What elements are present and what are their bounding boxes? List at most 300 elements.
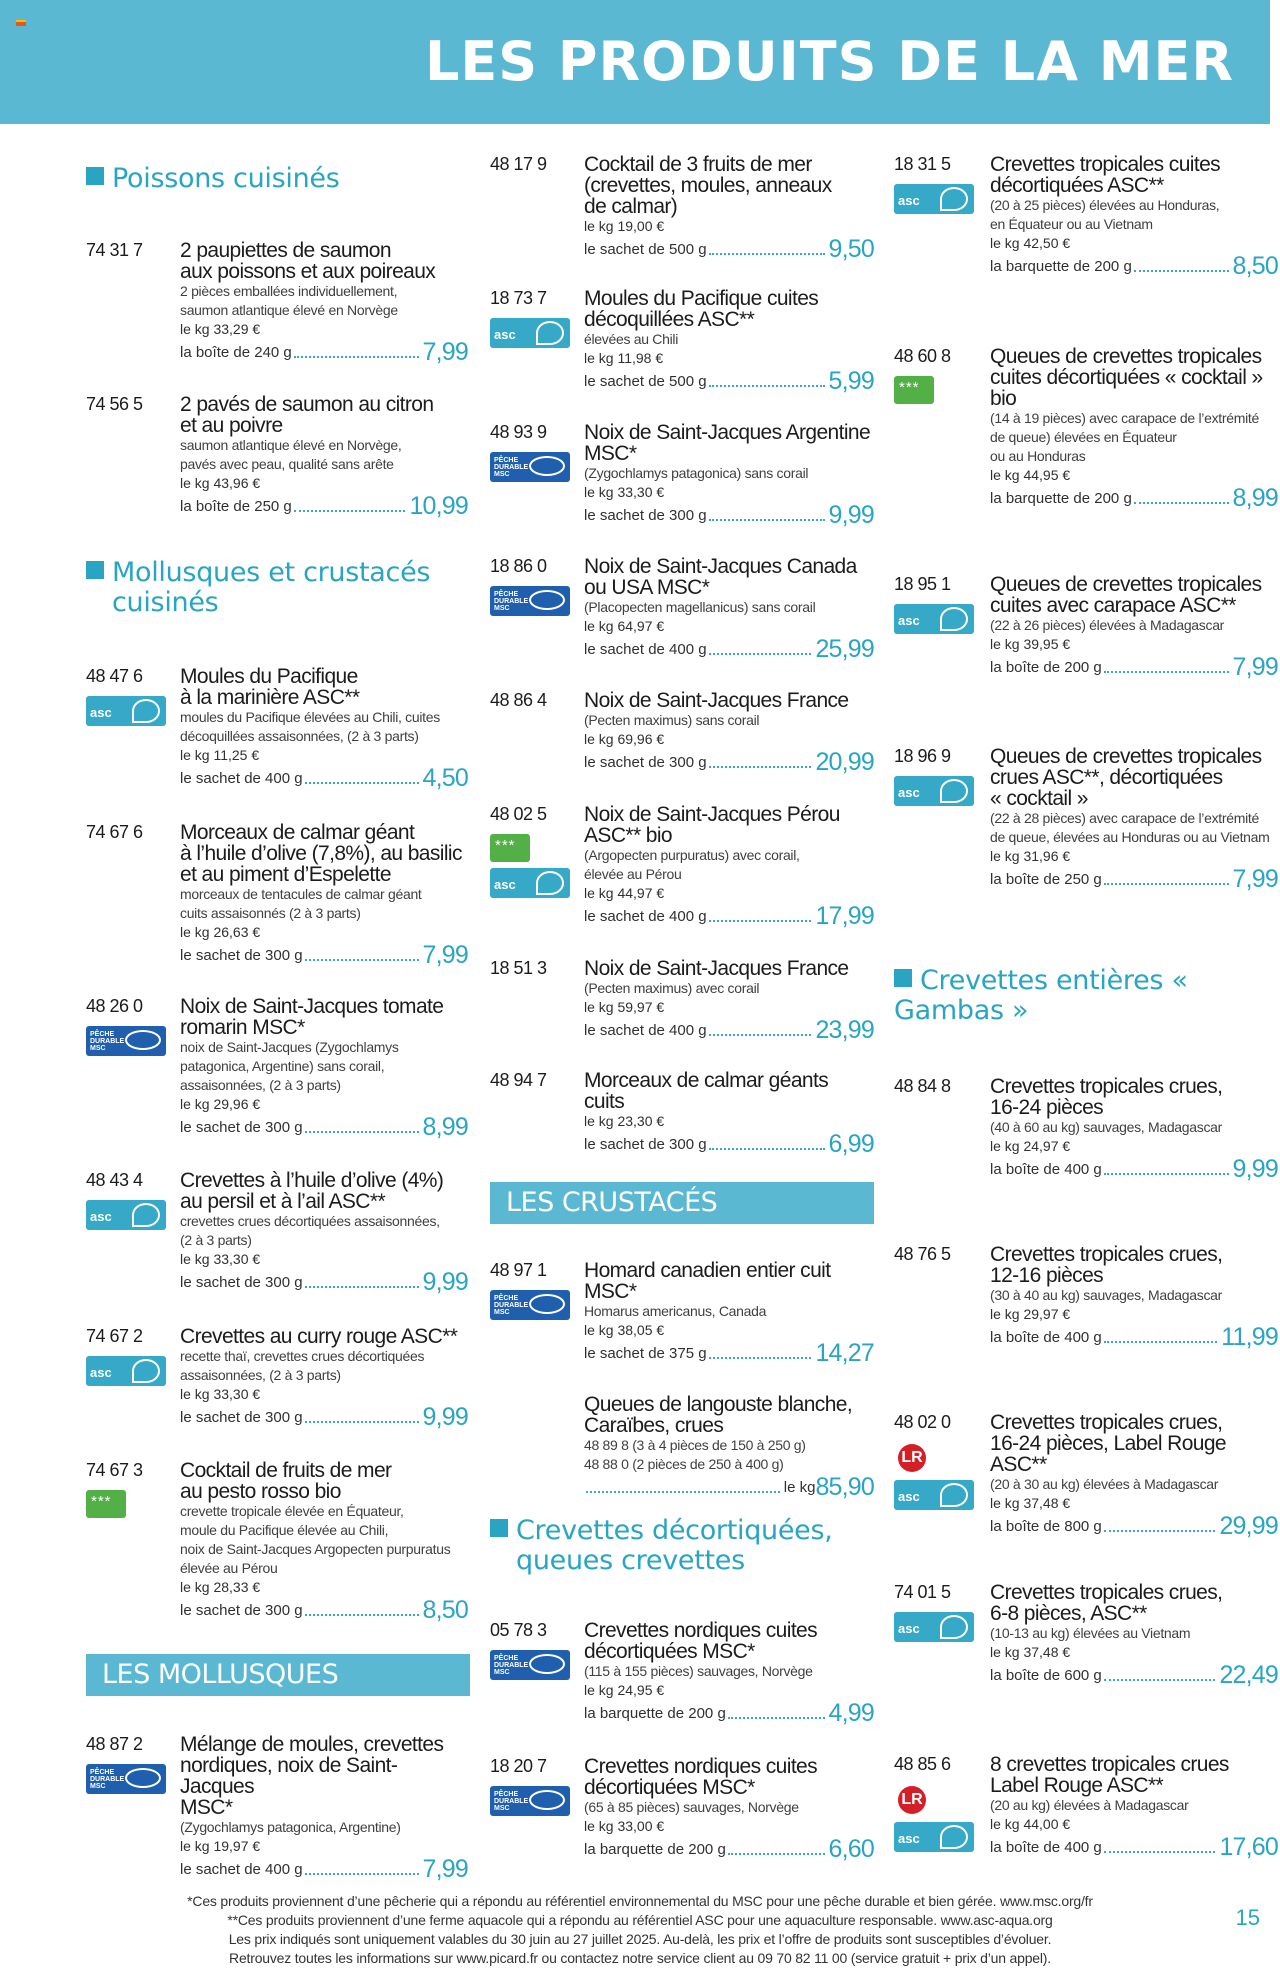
product-code: 48 02 0 <box>894 1412 951 1432</box>
package-size: la boîte de 400 g <box>990 1839 1102 1856</box>
product-details <box>990 1412 1278 1538</box>
product-description: assaisonnées, (2 à 3 parts) <box>180 1367 341 1383</box>
label-badges <box>86 1026 166 1056</box>
product-title: Crevettes à l’huile d’olive (4%) <box>180 1169 444 1192</box>
product-details <box>180 240 468 364</box>
product-title: Queues de crevettes tropicales <box>990 573 1262 596</box>
lr-label-icon: LR <box>894 1784 934 1816</box>
dot-leader <box>709 1148 825 1150</box>
asc-label-icon: asc <box>490 868 570 898</box>
dot-leader <box>305 1614 419 1616</box>
price-line <box>584 1837 874 1861</box>
asc-label-icon: asc <box>894 1612 974 1642</box>
label-badges <box>490 834 570 898</box>
product-description: élevée au Pérou <box>584 866 682 882</box>
product-title: crues ASC**, décortiquées <box>990 766 1223 789</box>
product-details <box>584 958 874 1042</box>
price-per-kg: le kg 42,50 € <box>990 235 1071 251</box>
dot-leader <box>1134 270 1229 272</box>
product-description: (Zygochlamys patagonica) sans corail <box>584 465 809 481</box>
package-size: la boîte de 200 g <box>990 659 1102 676</box>
price-per-kg: le kg 33,30 € <box>180 1251 261 1267</box>
product-title: ou USA MSC* <box>584 576 710 599</box>
product-title: 12-16 pièces <box>990 1264 1104 1287</box>
dot-leader <box>1104 1530 1216 1532</box>
price-line <box>584 1475 874 1499</box>
product-price: 23,99 <box>815 1016 874 1044</box>
product-title: Crevettes tropicales crues, <box>990 1075 1223 1098</box>
product-code: 18 73 7 <box>490 288 547 308</box>
product-price: 7,99 <box>422 941 468 969</box>
label-badges <box>894 1442 974 1510</box>
dot-leader <box>305 1873 419 1875</box>
product-details <box>180 1326 468 1429</box>
asc-label-icon: asc <box>86 1200 166 1230</box>
product-description: 2 pièces emballées individuellement, <box>180 283 398 299</box>
product-title: Mélange de moules, crevettes <box>180 1733 444 1756</box>
price-per-kg: le kg 31,96 € <box>990 848 1071 864</box>
package-size: le sachet de 300 g <box>180 1409 303 1426</box>
product-title: Noix de Saint-Jacques Canada <box>584 555 857 578</box>
product-details <box>180 1460 468 1622</box>
product-code: 48 47 6 <box>86 666 143 686</box>
msc-label-icon: PÊCHE DURABLE MSC <box>490 452 570 482</box>
asc-label-icon: asc <box>894 1480 974 1510</box>
product-title: 16-24 pièces, Label Rouge ASC** <box>990 1432 1227 1476</box>
price-per-kg: le kg 38,05 € <box>584 1322 665 1338</box>
price-line <box>180 1405 468 1429</box>
price-per-kg: le kg 33,30 € <box>584 484 665 500</box>
product-price: 7,99 <box>422 1855 468 1883</box>
product-details <box>180 1170 468 1294</box>
product-details <box>990 746 1278 891</box>
product-code: 18 20 7 <box>490 1756 547 1776</box>
product-details <box>180 394 468 518</box>
product-title: cuites avec carapace ASC** <box>990 594 1236 617</box>
product-code: 48 84 8 <box>894 1076 951 1096</box>
product-title: et au poivre <box>180 414 283 437</box>
package-size: le kg <box>783 1479 816 1496</box>
product-title: 8 crevettes tropicales crues <box>990 1753 1229 1776</box>
bio-label-icon: *** <box>894 376 934 404</box>
product-title: Queues de crevettes tropicales <box>990 345 1262 368</box>
asc-label-icon: asc <box>86 696 166 726</box>
price-line <box>990 1663 1278 1687</box>
price-per-kg: le kg 44,97 € <box>584 885 665 901</box>
footer-line: *Ces produits proviennent d’une pêcherie qui a répondu au référentiel environnemental du MSC pour une pêche durable et bien gérée. www.msc.org/fr <box>187 1893 1093 1909</box>
product-description: noix de Saint-Jacques Argopecten purpuratus <box>180 1541 451 1557</box>
dot-leader <box>1104 1341 1218 1343</box>
footer-line: **Ces produits proviennent d’une ferme aquacole qui a répondu au référentiel ASC pour une aquaculture responsable. www.asc-aqua.org <box>227 1912 1053 1928</box>
label-badges <box>894 604 974 634</box>
product-description: crevette tropicale élevée en Équateur, <box>180 1503 404 1519</box>
product-code: 48 60 8 <box>894 346 951 366</box>
product-details <box>990 1076 1278 1181</box>
footer-notes <box>0 1892 1280 1968</box>
product-title: Crevettes tropicales crues, <box>990 1411 1223 1434</box>
product-description: (Zygochlamys patagonica, Argentine) <box>180 1819 401 1835</box>
price-line <box>990 1325 1278 1349</box>
price-per-kg: le kg 59,97 € <box>584 999 665 1015</box>
price-line <box>990 1514 1278 1538</box>
product-price: 85,90 <box>815 1473 874 1501</box>
asc-label-icon: asc <box>894 604 974 634</box>
product-code: 48 43 4 <box>86 1170 143 1190</box>
product-price: 9,99 <box>828 501 874 529</box>
msc-label-icon: PÊCHE DURABLE MSC <box>86 1026 166 1056</box>
bio-label-icon: *** <box>86 1490 126 1518</box>
section-crevettes-gambas: Crevettes entières « Gambas » <box>894 965 1188 1026</box>
product-title: Cocktail de 3 fruits de mer <box>584 153 812 176</box>
product-description: (2 à 3 parts) <box>180 1232 252 1248</box>
product-details <box>584 154 874 261</box>
product-code: 48 93 9 <box>490 422 547 442</box>
product-details <box>990 1754 1278 1859</box>
dot-leader <box>305 782 419 784</box>
product-price: 25,99 <box>815 635 874 663</box>
product-details <box>180 996 468 1139</box>
page-title: LES PRODUITS DE LA MER <box>424 30 1234 93</box>
product-code: 74 01 5 <box>894 1582 951 1602</box>
product-price: 8,99 <box>1232 484 1278 512</box>
dot-leader <box>709 920 812 922</box>
label-badges <box>86 1490 126 1518</box>
product-code: 48 85 6 <box>894 1754 951 1774</box>
product-price: 8,50 <box>1232 252 1278 280</box>
package-size: le sachet de 400 g <box>584 641 707 658</box>
product-title: Morceaux de calmar géant <box>180 821 415 844</box>
product-description: patagonica, Argentine) sans corail, <box>180 1058 385 1074</box>
price-line <box>990 1157 1278 1181</box>
label-badges <box>86 696 166 726</box>
product-description: (Argopecten purpuratus) avec corail, <box>584 847 800 863</box>
product-title: Noix de Saint-Jacques Argentine <box>584 421 871 444</box>
package-size: le sachet de 300 g <box>180 1602 303 1619</box>
product-code: 74 67 3 <box>86 1460 143 1480</box>
dot-leader <box>305 1131 419 1133</box>
product-title: romarin MSC* <box>180 1016 305 1039</box>
product-title: Morceaux de calmar géants <box>584 1069 829 1092</box>
product-price: 9,99 <box>422 1268 468 1296</box>
product-price: 7,99 <box>1232 865 1278 893</box>
package-size: la boîte de 800 g <box>990 1518 1102 1535</box>
product-code: 74 56 5 <box>86 394 143 414</box>
price-per-kg: le kg 37,48 € <box>990 1495 1071 1511</box>
price-per-kg: le kg 19,97 € <box>180 1838 261 1854</box>
price-per-kg: le kg 69,96 € <box>584 731 665 747</box>
price-line <box>990 655 1278 679</box>
dot-leader <box>728 1853 825 1855</box>
price-line <box>180 1270 468 1294</box>
product-title: Noix de Saint-Jacques France <box>584 957 849 980</box>
dot-leader <box>1104 1851 1216 1853</box>
product-details <box>990 1582 1278 1687</box>
dot-leader <box>1104 1173 1229 1175</box>
package-size: le sachet de 500 g <box>584 241 707 258</box>
product-title: décortiquées MSC* <box>584 1640 755 1663</box>
product-description: assaisonnées, (2 à 3 parts) <box>180 1077 341 1093</box>
product-description: noix de Saint-Jacques (Zygochlamys <box>180 1039 399 1055</box>
product-price: 7,99 <box>422 338 468 366</box>
product-price: 14,27 <box>815 1339 874 1367</box>
product-title: décortiquées MSC* <box>584 1776 755 1799</box>
product-price: 22,49 <box>1219 1661 1278 1689</box>
price-per-kg: le kg 11,25 € <box>180 747 260 763</box>
package-size: le sachet de 300 g <box>584 507 707 524</box>
product-description: (Pecten maximus) avec corail <box>584 980 760 996</box>
price-line <box>584 1701 874 1725</box>
page-number: 15 <box>1235 1905 1260 1930</box>
product-description: Homarus americanus, Canada <box>584 1303 767 1319</box>
price-per-kg: le kg 33,00 € <box>584 1818 665 1834</box>
product-description: (40 à 60 au kg) sauvages, Madagascar <box>990 1119 1223 1135</box>
product-price: 4,99 <box>828 1699 874 1727</box>
label-badges <box>490 452 570 482</box>
dot-leader <box>728 1717 825 1719</box>
product-title: Crevettes tropicales cuites <box>990 153 1221 176</box>
label-badges <box>894 184 974 214</box>
product-code: 48 26 0 <box>86 996 143 1016</box>
product-description: élevées au Chili <box>584 331 679 347</box>
product-title: Crevettes tropicales crues, <box>990 1243 1223 1266</box>
product-description: de queue) élevées en Équateur <box>990 429 1177 445</box>
asc-label-icon: asc <box>490 318 570 348</box>
product-details <box>990 574 1278 679</box>
product-code: 18 96 9 <box>894 746 951 766</box>
page-header <box>0 0 1270 124</box>
package-size: la boîte de 250 g <box>180 498 292 515</box>
label-badges <box>490 318 570 348</box>
package-size: la boîte de 400 g <box>990 1329 1102 1346</box>
msc-label-icon: PÊCHE DURABLE MSC <box>490 1290 570 1320</box>
product-description: saumon atlantique élevé en Norvège, <box>180 437 402 453</box>
price-per-kg: le kg 24,97 € <box>990 1138 1071 1154</box>
price-per-kg: le kg 23,30 € <box>584 1113 665 1129</box>
package-size: la boîte de 250 g <box>990 871 1102 888</box>
product-title: à l’huile d’olive (7,8%), au basilic <box>180 842 462 865</box>
price-line <box>180 1857 468 1881</box>
product-description: (10-13 au kg) élevées au Vietnam <box>990 1625 1191 1641</box>
price-per-kg: le kg 39,95 € <box>990 636 1071 652</box>
price-line <box>584 1341 874 1365</box>
product-code: 48 86 4 <box>490 690 547 710</box>
section-crevettes-decortiquees: Crevettes décortiquées, queues crevettes <box>490 1516 833 1576</box>
product-description: (Pecten maximus) sans corail <box>584 712 760 728</box>
product-title: Queues de langouste blanche, <box>584 1393 853 1416</box>
product-description: 48 88 0 (2 pièces de 250 à 400 g) <box>584 1456 784 1472</box>
label-badges <box>490 1650 570 1680</box>
price-per-kg: le kg 64,97 € <box>584 618 665 634</box>
product-description: élevée au Pérou <box>180 1560 278 1576</box>
product-price: 29,99 <box>1219 1512 1278 1540</box>
package-size: le sachet de 300 g <box>180 947 303 964</box>
product-code: 48 87 2 <box>86 1734 143 1754</box>
product-code: 74 67 2 <box>86 1326 143 1346</box>
price-line <box>584 750 874 774</box>
dot-leader <box>1104 883 1229 885</box>
product-details <box>990 346 1278 510</box>
package-size: la boîte de 600 g <box>990 1667 1102 1684</box>
product-price: 20,99 <box>815 748 874 776</box>
flag-icon <box>16 20 26 26</box>
footer-line: Les prix indiqués sont uniquement valables du 30 juin au 27 juillet 2025. Au-delà, les prix et l’offre de produits sont susceptibles d’évoluer. <box>228 1931 1052 1947</box>
product-price: 9,99 <box>1232 1155 1278 1183</box>
product-description: (20 au kg) élevées à Madagascar <box>990 1797 1189 1813</box>
product-details <box>584 288 874 393</box>
product-description: cuits assaisonnés (2 à 3 parts) <box>180 905 361 921</box>
price-per-kg: le kg 29,96 € <box>180 1096 261 1112</box>
product-details <box>990 154 1278 278</box>
price-line <box>180 766 468 790</box>
dot-leader <box>305 1286 419 1288</box>
band-les-crustaces: LES CRUSTACÉS <box>490 1182 874 1224</box>
product-price: 10,99 <box>409 492 468 520</box>
price-line <box>990 867 1278 891</box>
product-code: 48 02 5 <box>490 804 547 824</box>
product-title: bio <box>990 387 1017 410</box>
product-title: cuits <box>584 1090 625 1113</box>
product-price: 9,50 <box>828 235 874 263</box>
product-details <box>990 1244 1278 1349</box>
product-price: 7,99 <box>1232 653 1278 681</box>
product-title: aux poissons et aux poireaux <box>180 260 436 283</box>
product-title: Label Rouge ASC** <box>990 1774 1164 1797</box>
label-badges <box>894 776 974 806</box>
product-details <box>584 1620 874 1725</box>
dot-leader <box>1104 1679 1216 1681</box>
product-title: à la marinière ASC** <box>180 686 360 709</box>
msc-label-icon: PÊCHE DURABLE MSC <box>490 1786 570 1816</box>
dot-leader <box>709 1357 812 1359</box>
price-line <box>990 1835 1278 1859</box>
product-title: cuites décortiquées « cocktail » <box>990 366 1263 389</box>
product-title: au pesto rosso bio <box>180 1480 341 1503</box>
product-title: Queues de crevettes tropicales <box>990 745 1262 768</box>
product-price: 17,60 <box>1219 1833 1278 1861</box>
dot-leader <box>709 653 812 655</box>
product-description: (22 à 28 pièces) avec carapace de l’extrémité <box>990 810 1259 826</box>
product-price: 17,99 <box>815 902 874 930</box>
price-per-kg: le kg 11,98 € <box>584 350 664 366</box>
product-code: 48 94 7 <box>490 1070 547 1090</box>
product-description: crevettes crues décortiquées assaisonnées, <box>180 1213 440 1229</box>
price-per-kg: le kg 24,95 € <box>584 1682 665 1698</box>
product-code: 48 97 1 <box>490 1260 547 1280</box>
product-price: 9,99 <box>422 1403 468 1431</box>
product-details <box>584 804 874 928</box>
footer-line: Retrouvez toutes les informations sur www.picard.fr ou contactez notre service client au 09 70 82 11 00 (service gratuit + prix d’un appel). <box>229 1950 1051 1966</box>
band-les-mollusques: LES MOLLUSQUES <box>86 1654 470 1696</box>
price-line <box>584 369 874 393</box>
price-line <box>584 1132 874 1156</box>
price-line <box>990 486 1278 510</box>
product-description: (Placopecten magellanicus) sans corail <box>584 599 816 615</box>
package-size: la barquette de 200 g <box>584 1705 726 1722</box>
product-description: (115 à 155 pièces) sauvages, Norvège <box>584 1663 813 1679</box>
product-price: 8,50 <box>422 1596 468 1624</box>
msc-label-icon: PÊCHE DURABLE MSC <box>490 1650 570 1680</box>
product-title: Crevettes nordiques cuites <box>584 1755 818 1778</box>
label-badges <box>86 1764 166 1794</box>
product-title: 2 pavés de saumon au citron <box>180 393 434 416</box>
product-title: ASC** bio <box>584 824 672 847</box>
product-title: Caraïbes, crues <box>584 1414 724 1437</box>
product-price: 8,99 <box>422 1113 468 1141</box>
product-code: 18 31 5 <box>894 154 951 174</box>
msc-label-icon: PÊCHE DURABLE MSC <box>490 586 570 616</box>
product-title: Crevettes tropicales crues, <box>990 1581 1223 1604</box>
product-price: 6,60 <box>828 1835 874 1863</box>
price-per-kg: le kg 19,00 € <box>584 218 665 234</box>
product-details <box>584 690 874 774</box>
product-title: Moules du Pacifique <box>180 665 358 688</box>
price-per-kg: le kg 26,63 € <box>180 924 261 940</box>
product-title: et au piment d’Espelette <box>180 863 391 886</box>
dot-leader <box>1134 502 1229 504</box>
price-line <box>584 1018 874 1042</box>
product-details <box>584 1260 874 1365</box>
product-title: 6-8 pièces, ASC** <box>990 1602 1147 1625</box>
package-size: la boîte de 240 g <box>180 344 292 361</box>
msc-label-icon: PÊCHE DURABLE MSC <box>86 1764 166 1794</box>
price-line <box>180 1598 468 1622</box>
lr-label-icon: LR <box>894 1442 934 1474</box>
label-badges <box>86 1356 166 1386</box>
product-description: moule du Pacifique élevée au Chili, <box>180 1522 389 1538</box>
dot-leader <box>305 959 419 961</box>
dot-leader <box>709 385 825 387</box>
product-details <box>584 1070 874 1156</box>
product-description: (30 à 40 au kg) sauvages, Madagascar <box>990 1287 1223 1303</box>
dot-leader <box>709 519 825 521</box>
product-title: Homard canadien entier cuit <box>584 1259 831 1282</box>
product-details <box>584 1394 874 1499</box>
price-line <box>584 904 874 928</box>
product-title: 2 paupiettes de saumon <box>180 239 391 262</box>
product-details <box>584 1756 874 1861</box>
price-per-kg: le kg 33,29 € <box>180 321 261 337</box>
product-code: 48 17 9 <box>490 154 547 174</box>
dot-leader <box>709 1034 812 1036</box>
price-per-kg: le kg 33,30 € <box>180 1386 261 1402</box>
product-title: Moules du Pacifique cuites <box>584 287 819 310</box>
product-code: 18 95 1 <box>894 574 951 594</box>
dot-leader <box>294 356 419 358</box>
product-title: MSC* <box>584 1280 637 1303</box>
asc-label-icon: asc <box>894 184 974 214</box>
price-per-kg: le kg 37,48 € <box>990 1644 1071 1660</box>
product-description: en Équateur ou au Vietnam <box>990 216 1153 232</box>
bio-label-icon: *** <box>490 834 530 862</box>
product-description: (14 à 19 pièces) avec carapace de l’extrémité <box>990 410 1259 426</box>
asc-label-icon: asc <box>894 1822 974 1852</box>
dot-leader <box>586 1491 780 1493</box>
product-title: « cocktail » <box>990 787 1088 810</box>
dot-leader <box>709 766 812 768</box>
label-badges <box>894 376 934 404</box>
product-title: MSC* <box>180 1796 233 1819</box>
product-code: 74 67 6 <box>86 822 143 842</box>
product-description: (65 à 85 pièces) sauvages, Norvège <box>584 1799 799 1815</box>
product-title: décoquillées ASC** <box>584 308 755 331</box>
price-line <box>584 237 874 261</box>
product-details <box>584 422 874 527</box>
price-line <box>180 943 468 967</box>
dot-leader <box>709 253 825 255</box>
package-size: le sachet de 300 g <box>180 1274 303 1291</box>
package-size: la barquette de 200 g <box>990 490 1132 507</box>
asc-label-icon: asc <box>86 1356 166 1386</box>
